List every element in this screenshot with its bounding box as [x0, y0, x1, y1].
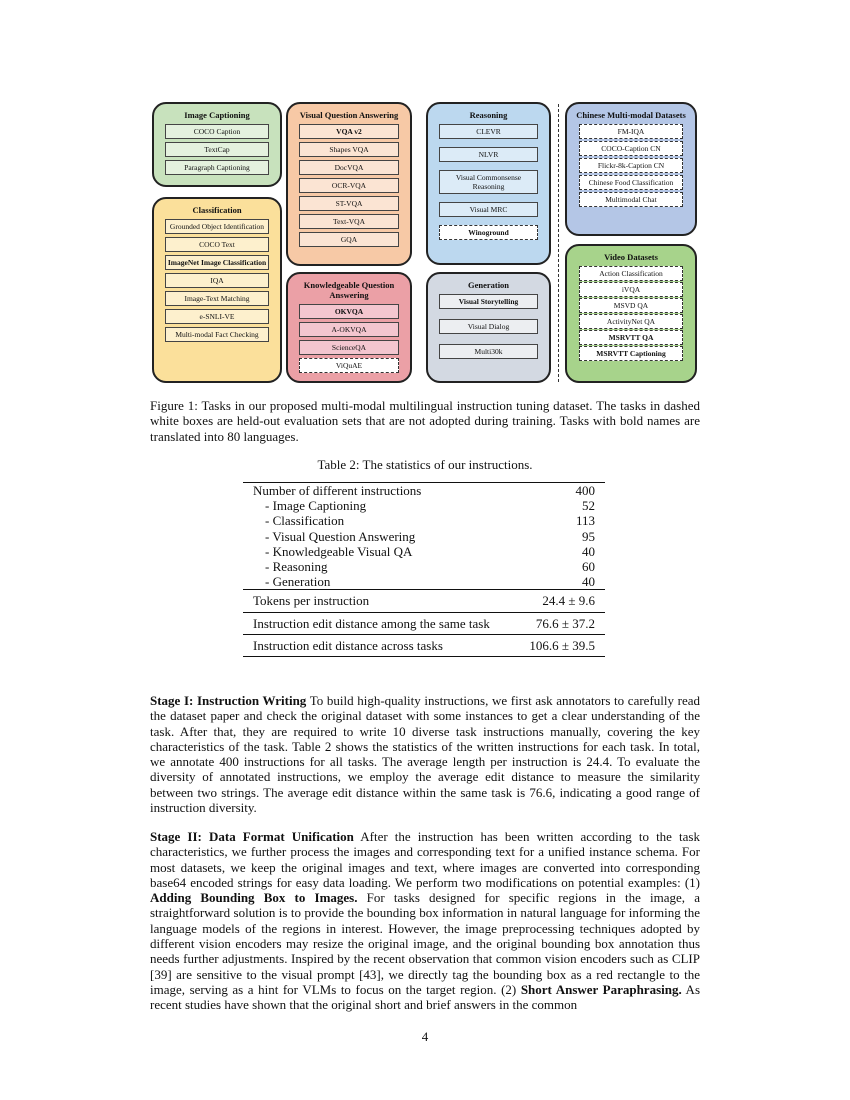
page-number: 4 [421, 1029, 429, 1044]
task-group [426, 272, 551, 383]
table-row [243, 483, 605, 499]
task-item: ImageNet Image Classification [165, 255, 268, 270]
section-heading: Stage II: Data Format Unification [150, 829, 354, 844]
task-group-title: Generation [467, 280, 510, 290]
task-item: Action Classification [579, 266, 684, 281]
row-label: Number of different instructions [253, 483, 422, 498]
row-value: 95 [582, 528, 595, 544]
task-item: Paragraph Captioning [165, 160, 268, 175]
section-body: As recent studies have shown that the original short and brief answers in the common [150, 981, 700, 1013]
section-stage-2 [150, 829, 700, 1013]
table-row [243, 529, 605, 544]
row-label: - Image Captioning [265, 498, 367, 514]
subheading: Adding Bounding Box to Images. [150, 890, 358, 906]
task-item: iVQA [579, 282, 684, 297]
table-caption: Table 2: The statistics of our instructions. [317, 457, 533, 472]
task-item: FM-IQA [579, 124, 684, 139]
row-label: Instruction edit distance across tasks [253, 637, 443, 653]
section-heading: Stage I: Instruction Writing [150, 693, 307, 708]
statistics-table [243, 482, 605, 657]
task-item: COCO-Caption CN [579, 141, 684, 156]
task-item: ST-VQA [299, 196, 399, 211]
task-item: Multi30k [439, 344, 538, 359]
task-item: Shapes VQA [299, 142, 399, 157]
row-value: 400 [575, 483, 595, 498]
task-group-title: Video Datasets [604, 252, 658, 262]
task-group [152, 102, 282, 187]
task-group [286, 102, 412, 266]
task-item: Chinese Food Classification [579, 175, 684, 190]
table-row [243, 544, 605, 559]
row-label: - Reasoning [265, 559, 328, 575]
task-item: DocVQA [299, 160, 399, 175]
task-group-title: Reasoning [469, 110, 508, 120]
table-row [243, 513, 605, 528]
row-label: - Generation [265, 574, 331, 590]
task-item: Multi-modal Fact Checking [165, 327, 268, 342]
section-stage-1 [150, 693, 700, 815]
task-item: Visual MRC [439, 202, 538, 217]
task-group [426, 102, 551, 265]
row-label: Tokens per instruction [253, 593, 370, 609]
figure-caption: Figure 1: Tasks in our proposed multi-modal multilingual instruction tuning dataset. The tasks in dashed white boxes are held-out evaluation sets that are not adopted during training. Tasks with bold names are translated into 80 languages. [150, 398, 700, 444]
task-item: OCR-VQA [299, 178, 399, 193]
task-item: COCO Text [165, 237, 268, 252]
table-row [243, 590, 605, 612]
row-value: 52 [582, 498, 595, 514]
row-value: 113 [575, 513, 595, 529]
task-item: Multimodal Chat [579, 192, 684, 207]
section-body: After the instruction has been written according to the task characteristics, we further process the images and corresponding text for a unified instance schema. For most datasets, we keep the original images and text, where images are converted into corresponding base64 encoded strings for easy data loading. We perform two modifications on potential examples: (1) [150, 829, 700, 890]
task-item: OKVQA [299, 304, 399, 319]
task-item: COCO Caption [165, 124, 268, 139]
task-group [152, 197, 282, 383]
task-item: Visual Dialog [439, 319, 538, 334]
task-item: NLVR [439, 147, 538, 162]
row-value: 40 [582, 543, 595, 559]
task-group-title: Chinese Multi-modal Datasets [576, 110, 686, 120]
task-item: TextCap [165, 142, 268, 157]
task-item: Image-Text Matching [165, 291, 268, 306]
task-item: e-SNLI-VE [165, 309, 268, 324]
task-item: Flickr-8k-Caption CN [579, 158, 684, 173]
task-item: MSVD QA [579, 298, 684, 313]
section-body: For tasks designed for specific regions in the image, a straightforward solution is to provide the bounding box information in natural language for informing the language models of the regions in interest. However, the image preprocessing techniques adopted by different vision encoders may resize the original image, and the original bounding box annotation thus needs further adjustments. Inspired by the recent observation that common vision encoders such as CLIP [39] are sensitive to the visual prompt [43], we directly tag the bounding box as a red rectangle to the image, serving as a hint for VLMs to focus on the target region. (2) [150, 890, 700, 997]
row-value: 24.4 ± 9.6 [542, 593, 595, 609]
task-group [286, 272, 412, 383]
task-item: MSRVTT Captioning [579, 346, 684, 361]
row-value: 106.6 ± 39.5 [529, 637, 595, 653]
subheading: Short Answer Paraphrasing. [520, 981, 682, 997]
task-group-title: Visual Question Answering [299, 110, 399, 120]
task-item: Text-VQA [299, 214, 399, 229]
task-group-title: Classification [192, 205, 242, 215]
task-item: VQA v2 [299, 124, 399, 139]
section-body: To build high-quality instructions, we first ask annotators to carefully read the dataset paper and check the original dataset with some instances to get a clear understanding of the task. After that, they are required to write 10 diverse task instructions manually, covering the key characteristics of the task. Table 2 shows the statistics of the written instructions for each task. In total, we annotate 400 instructions for all tasks. The average length per instruction is 24.4. To evaluate the diversity of annotated instructions, we employ the average edit distance to measure the similarity between two strings. The average edit distance within the same task is 76.6, indicating a good range of instruction diversity. [150, 693, 700, 816]
task-item: MSRVTT QA [579, 330, 684, 345]
table-row [243, 498, 605, 513]
table-row [243, 574, 605, 590]
figure-divider [558, 104, 559, 382]
task-item: CLEVR [439, 124, 538, 139]
row-label: - Visual Question Answering [265, 528, 416, 544]
row-label: Instruction edit distance among the same task [253, 615, 490, 631]
row-value: 40 [582, 574, 595, 590]
table-row [243, 612, 605, 634]
task-item: Winoground [439, 225, 538, 240]
task-item: ViQuAE [299, 358, 399, 373]
row-label: - Knowledgeable Visual QA [265, 543, 413, 559]
table-row [243, 559, 605, 574]
task-item: IQA [165, 273, 268, 288]
task-item: Visual Commonsense Reasoning [439, 170, 538, 194]
task-item: ActivityNet QA [579, 314, 684, 329]
task-group [565, 244, 697, 383]
task-item: A-OKVQA [299, 322, 399, 337]
task-item: ScienceQA [299, 340, 399, 355]
task-item: Grounded Object Identification [165, 219, 268, 234]
row-label: - Classification [265, 513, 345, 529]
task-item: GQA [299, 232, 399, 247]
row-value: 60 [582, 559, 595, 575]
row-value: 76.6 ± 37.2 [535, 615, 595, 631]
task-group [565, 102, 697, 236]
table-row [243, 634, 605, 656]
task-group-title: Knowledgeable Question Answering [303, 280, 395, 300]
task-item: Visual Storytelling [439, 294, 538, 309]
task-group-title: Image Captioning [184, 110, 250, 120]
